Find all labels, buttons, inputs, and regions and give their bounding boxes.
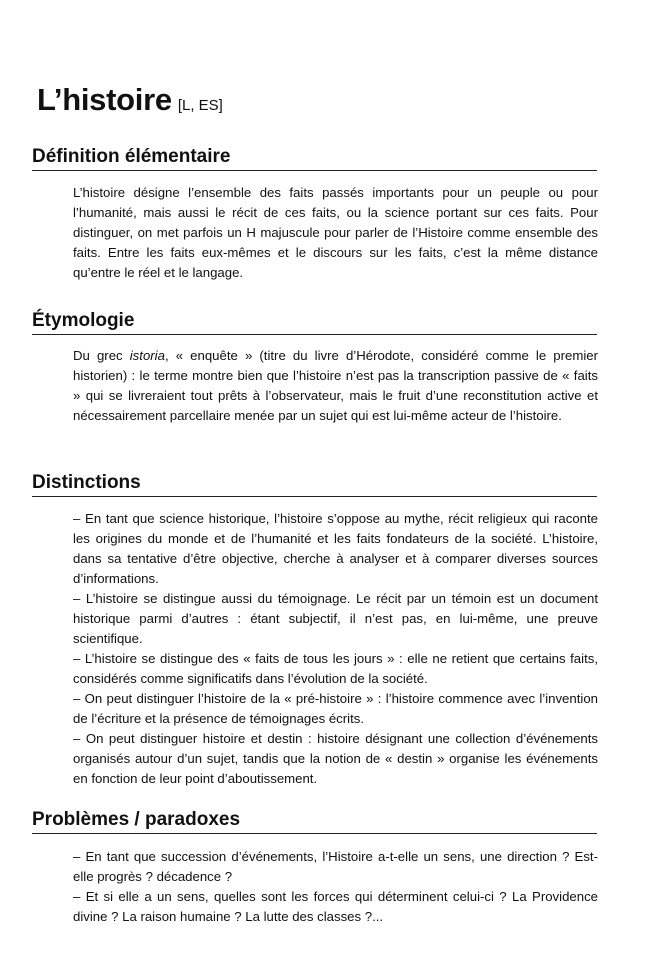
probleme-item: – En tant que succession d’événements, l’Histoire a-t-elle un sens, une direction ? Est-elle progrès ? décadence ? <box>73 849 598 884</box>
etymologie-prefix: Du grec <box>73 348 130 363</box>
distinction-item: – On peut distinguer histoire et destin : histoire désignant une collection d’événements organisés autour d’un sujet, tandis que la notion de « destin » organise les événements en fonction de leur point d’aboutissement. <box>73 731 598 786</box>
probleme-item: – Et si elle a un sens, quelles sont les forces qui déterminent celui-ci ? La Providence divine ? La raison humaine ? La lutte des classes ?... <box>73 889 598 924</box>
distinction-item: – En tant que science historique, l’histoire s’oppose au mythe, récit religieux qui raconte les origines du monde et de l’humanité et les faits fondateurs de la société. L’histoire, dans sa tentative d’être objective, cherche à analyser et à comparer diverses sources d’informations. <box>73 511 598 586</box>
etymologie-paragraph <box>73 346 598 426</box>
section-heading-etymologie: Étymologie <box>32 310 597 335</box>
distinction-item: – On peut distinguer l’histoire de la « pré-histoire » : l’histoire commence avec l’invention de l’écriture et la présence de témoignages écrits. <box>73 691 598 726</box>
etymologie-text: , « enquête » (titre du livre d’Hérodote, considéré comme le premier historien) : le terme montre bien que l’histoire n’est pas la transcription passive de « faits » qui se livreraient tout prêts à l’observateur, mais le fruit d’une reconstitution active et nécessairement parcellaire menée par un sujet qui est lui-même acteur de l’histoire. <box>73 348 598 423</box>
distinction-item: – L’histoire se distingue des « faits de tous les jours » : elle ne retient que certains faits, considérés comme significatifs dans l’évolution de la société. <box>73 651 598 686</box>
page-title <box>37 82 223 118</box>
definition-paragraph: L’histoire désigne l’ensemble des faits passés importants pour un peuple ou pour l’humanité, mais aussi le récit de ces faits, ou la science portant sur ces faits. Pour distinguer, on met parfois un H majuscule pour parler de l’Histoire comme ensemble des faits. Entre les faits eux-mêmes et le discours sur les faits, c’est la même distance qu’entre le réel et le langage. <box>73 185 598 280</box>
section-heading-definition: Définition élémentaire <box>32 146 597 171</box>
distinction-item: – L’histoire se distingue aussi du témoignage. Le récit par un témoin est un document historique parmi d’autres : étant subjectif, il n’est pas, en lui-même, une preuve scientifique. <box>73 591 598 646</box>
etymologie-term: istoria <box>129 348 165 363</box>
section-heading-problemes: Problèmes / paradoxes <box>32 809 597 834</box>
title-main: L’histoire <box>37 82 172 117</box>
section-heading-distinctions: Distinctions <box>32 472 597 497</box>
title-tag: [L, ES] <box>177 97 223 114</box>
